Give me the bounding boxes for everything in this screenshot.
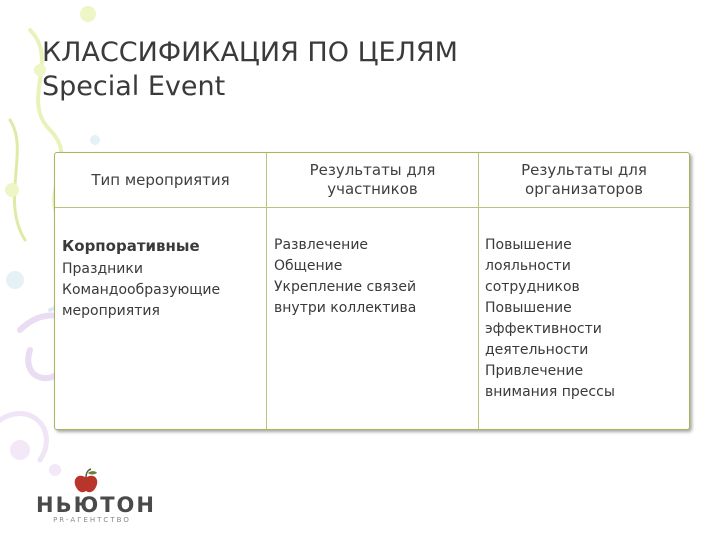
cell-organizers	[485, 235, 615, 403]
apple-icon	[36, 467, 148, 495]
organizer-result: внимания прессы	[485, 384, 615, 400]
classification-table	[54, 152, 690, 430]
event-type-line: Командообразующие	[62, 282, 221, 298]
header-line: Результаты для	[309, 161, 436, 179]
header-participants	[267, 153, 478, 207]
organizer-result: эффективности	[485, 321, 602, 337]
slide-title	[42, 36, 458, 104]
title-line-1: КЛАССИФИКАЦИЯ ПО ЦЕЛЯМ	[42, 37, 458, 68]
participant-result: Развлечение	[274, 237, 369, 253]
organizer-result: сотрудников	[485, 279, 580, 295]
organizer-result: Привлечение	[485, 363, 584, 379]
participant-result: Общение	[274, 258, 343, 274]
header-divider	[55, 207, 689, 208]
header-line: Результаты для	[521, 161, 647, 179]
header-line: организаторов	[525, 180, 643, 198]
event-type-name: Корпоративные	[62, 237, 200, 255]
event-type-line: мероприятия	[62, 303, 160, 319]
logo-subtitle: PR-АГЕНТСТВО	[53, 516, 131, 524]
participant-result: внутри коллектива	[274, 300, 417, 316]
header-line: участников	[327, 180, 418, 198]
header-line: Тип мероприятия	[91, 170, 230, 189]
organizer-result: Повышение	[485, 237, 572, 253]
event-type-line: Праздники	[62, 261, 143, 277]
cell-event-type	[62, 233, 220, 322]
title-line-2: Special Event	[42, 71, 226, 102]
logo-wordmark: НЬЮТОН	[36, 493, 156, 517]
organizer-result: деятельности	[485, 342, 589, 358]
cell-participants	[274, 235, 416, 319]
newton-logo	[36, 467, 156, 527]
header-organizers	[479, 153, 689, 207]
header-event-type	[55, 153, 266, 207]
organizer-result: Повышение	[485, 300, 572, 316]
organizer-result: лояльности	[485, 258, 571, 274]
participant-result: Укрепление связей	[274, 279, 417, 295]
